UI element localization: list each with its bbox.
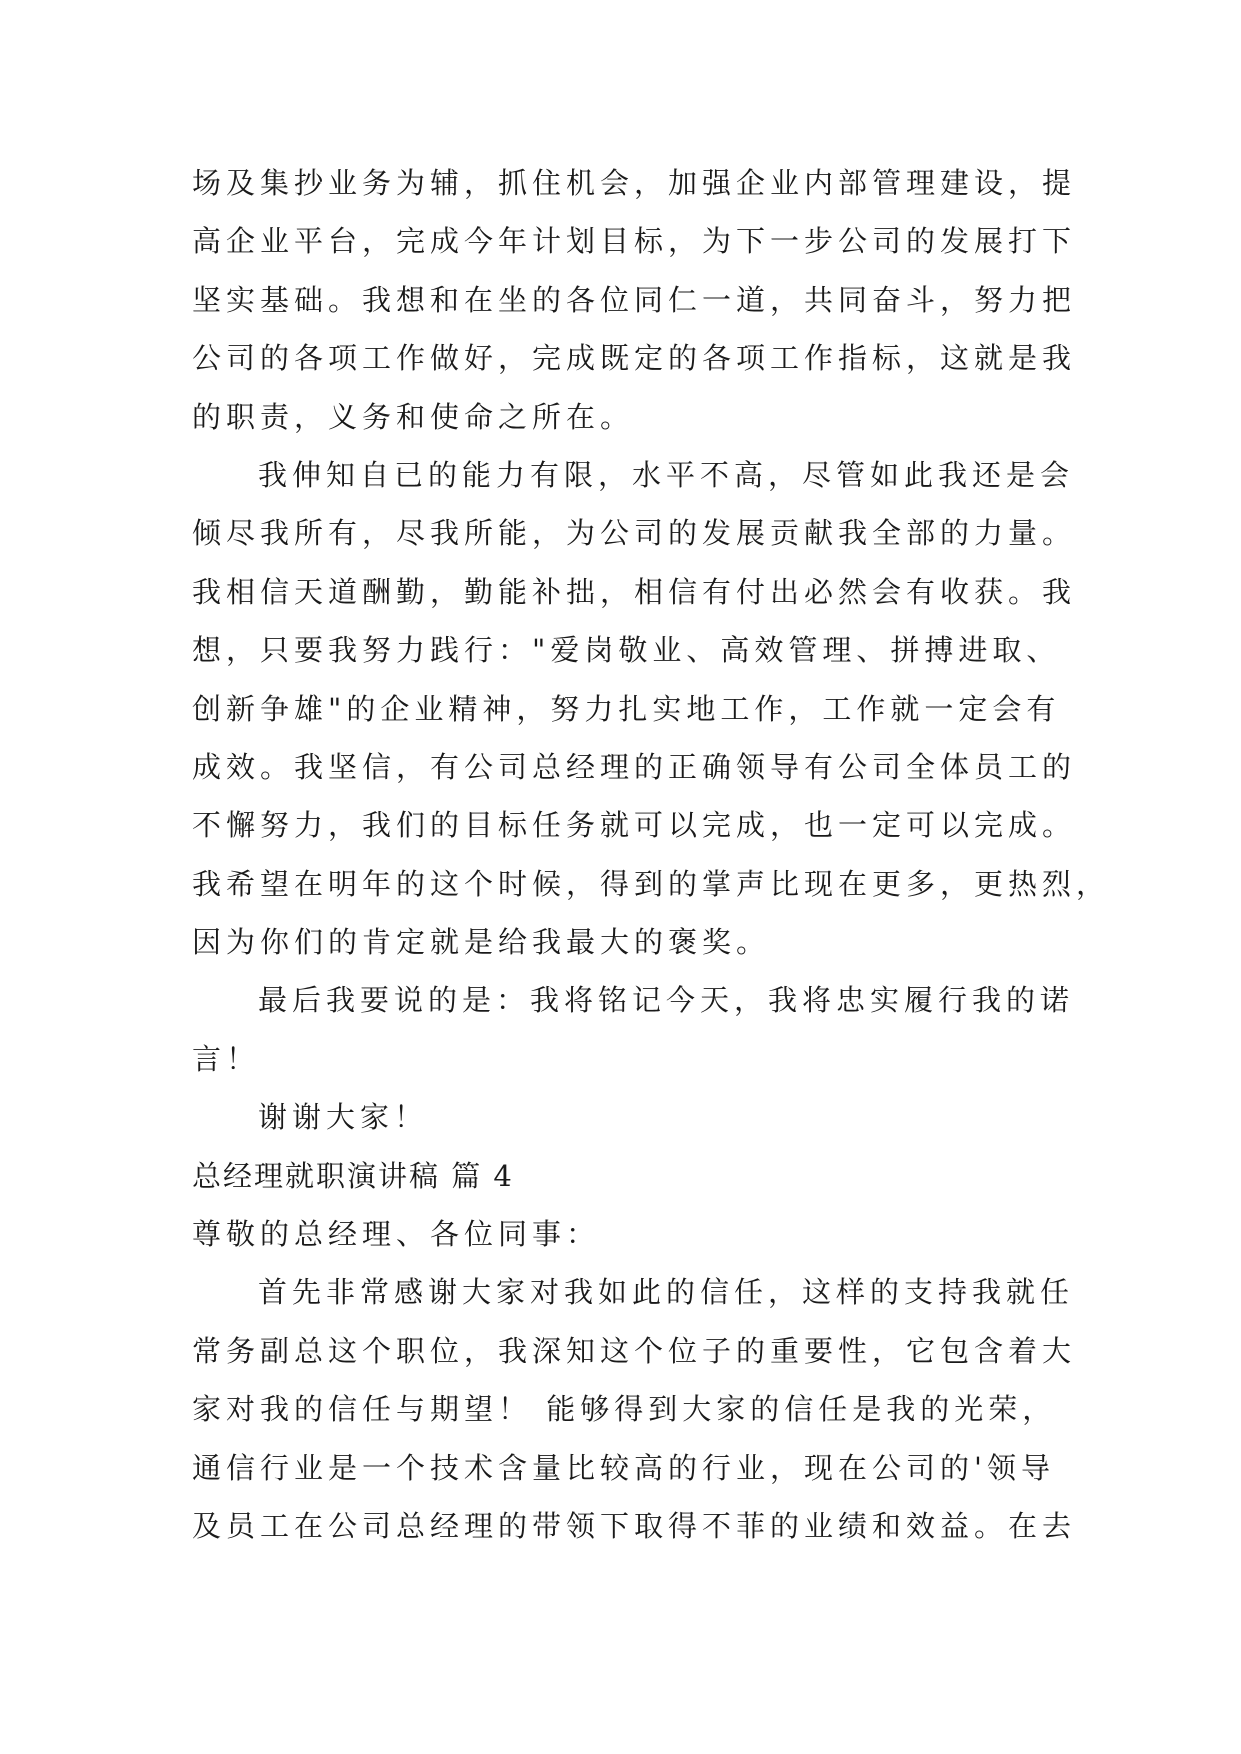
body-line: 的职责，义务和使命之所在。 <box>192 399 635 434</box>
body-line: 通信行业是一个技术含量比较高的行业，现在公司的'领导 <box>192 1450 1055 1485</box>
body-line: 不懈努力，我们的目标任务就可以完成，也一定可以完成。 <box>192 808 1077 843</box>
paragraph-first-line: 我伸知自已的能力有限，水平不高，尽管如此我还是会 <box>258 457 1075 492</box>
body-line: 家对我的信任与期望！ 能够得到大家的信任是我的光荣， <box>192 1392 1057 1427</box>
body-line: 高企业平台，完成今年计划目标，为下一步公司的发展打下 <box>192 224 1077 259</box>
body-line: 我相信天道酬勤，勤能补拙，相信有付出必然会有收获。我 <box>192 574 1077 609</box>
paragraph-first-line: 首先非常感谢大家对我如此的信任，这样的支持我就任 <box>258 1275 1075 1310</box>
paragraph-first-line: 谢谢大家！ <box>258 1100 429 1135</box>
document-body <box>192 154 1111 1555</box>
body-line: 常务副总这个职位，我深知这个位子的重要性，它包含着大 <box>192 1333 1077 1368</box>
body-line: 公司的各项工作做好，完成既定的各项工作指标，这就是我 <box>192 341 1077 376</box>
body-line: 想，只要我努力践行："爱岗敬业、高效管理、拼搏进取、 <box>192 633 1061 668</box>
paragraph-first-line: 最后我要说的是：我将铭记今天，我将忠实履行我的诺 <box>258 983 1075 1018</box>
body-line: 因为你们的肯定就是给我最大的褒奖。 <box>192 925 771 960</box>
section-heading: 总经理就职演讲稿 篇 4 <box>192 1158 514 1193</box>
body-line: 场及集抄业务为辅，抓住机会，加强企业内部管理建设，提 <box>192 166 1077 200</box>
body-line: 倾尽我所有，尽我所能，为公司的发展贡献我全部的力量。 <box>192 516 1077 551</box>
body-line: 我希望在明年的这个时候，得到的掌声比现在更多，更热烈， <box>192 866 1111 901</box>
body-line: 坚实基础。我想和在坐的各位同仁一道，共同奋斗，努力把 <box>192 282 1077 317</box>
body-line: 及员工在公司总经理的带领下取得不菲的业绩和效益。在去 <box>192 1508 1077 1543</box>
body-line: 成效。我坚信，有公司总经理的正确领导有公司全体员工的 <box>192 749 1077 784</box>
body-line: 创新争雄"的企业精神，努力扎实地工作，工作就一定会有 <box>192 691 1061 726</box>
salutation: 尊敬的总经理、各位同事： <box>192 1217 601 1252</box>
body-line: 言！ <box>192 1041 261 1076</box>
